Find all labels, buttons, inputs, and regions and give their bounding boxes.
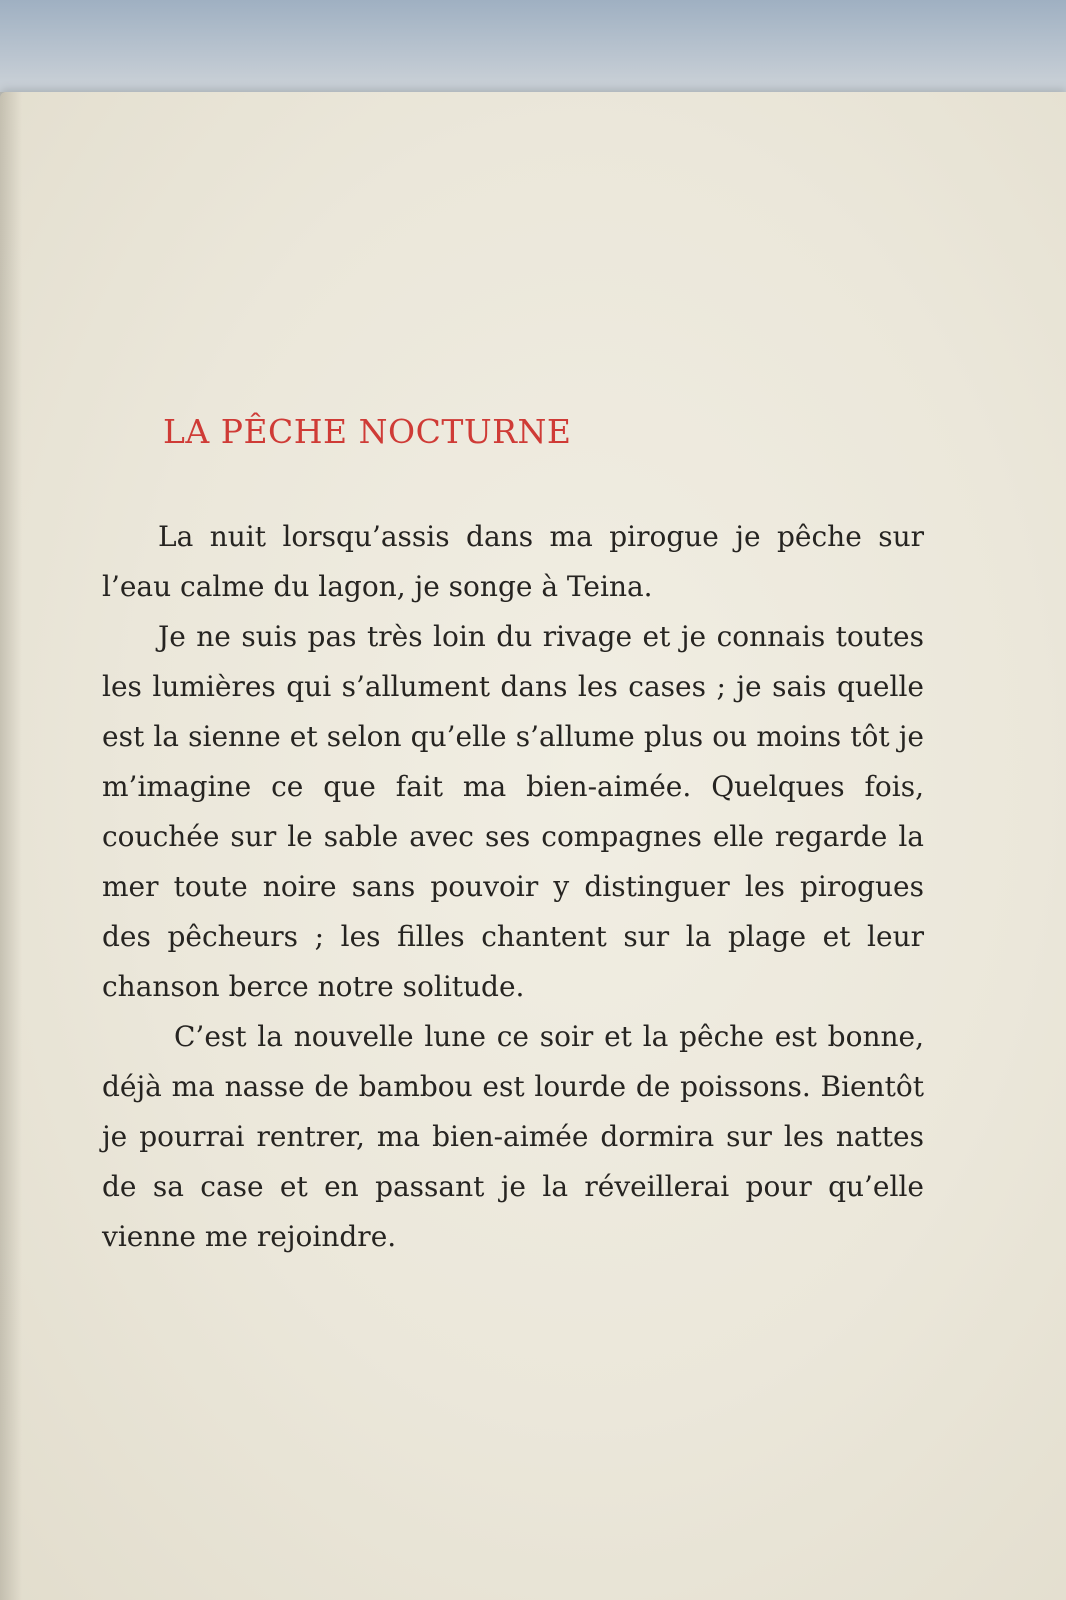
paragraph-1: La nuit lorsqu’assis dans ma pirogue je pêche sur l’eau calme du lagon, je songe à Teina. — [102, 520, 924, 603]
body-text — [102, 512, 924, 1262]
page-edge-shadow — [0, 92, 22, 1600]
paragraph-3: C’est la nouvelle lune ce soir et la pêche est bonne, déjà ma nasse de bambou est lourde de poissons. Bientôt je pourrai rentrer, ma bien-aimée dormira sur les nattes de sa case et en passant je la réveillerai pour qu’elle vienne me rejoindre. — [102, 1020, 924, 1253]
paragraph-2: Je ne suis pas très loin du rivage et je connais toutes les lumières qui s’allument dans les cases ; je sais quelle est la sienne et selon qu’elle s’allume plus ou moins tôt je m’imagine ce que fait ma bien-aimée. Quelques fois, couchée sur le sable avec ses compagnes elle regarde la mer toute noire sans pouvoir y distinguer les pirogues des pêcheurs ; les filles chantent sur la plage et leur chanson berce notre solitude. — [102, 620, 924, 1003]
chapter-title: LA PÊCHE NOCTURNE — [163, 412, 572, 451]
